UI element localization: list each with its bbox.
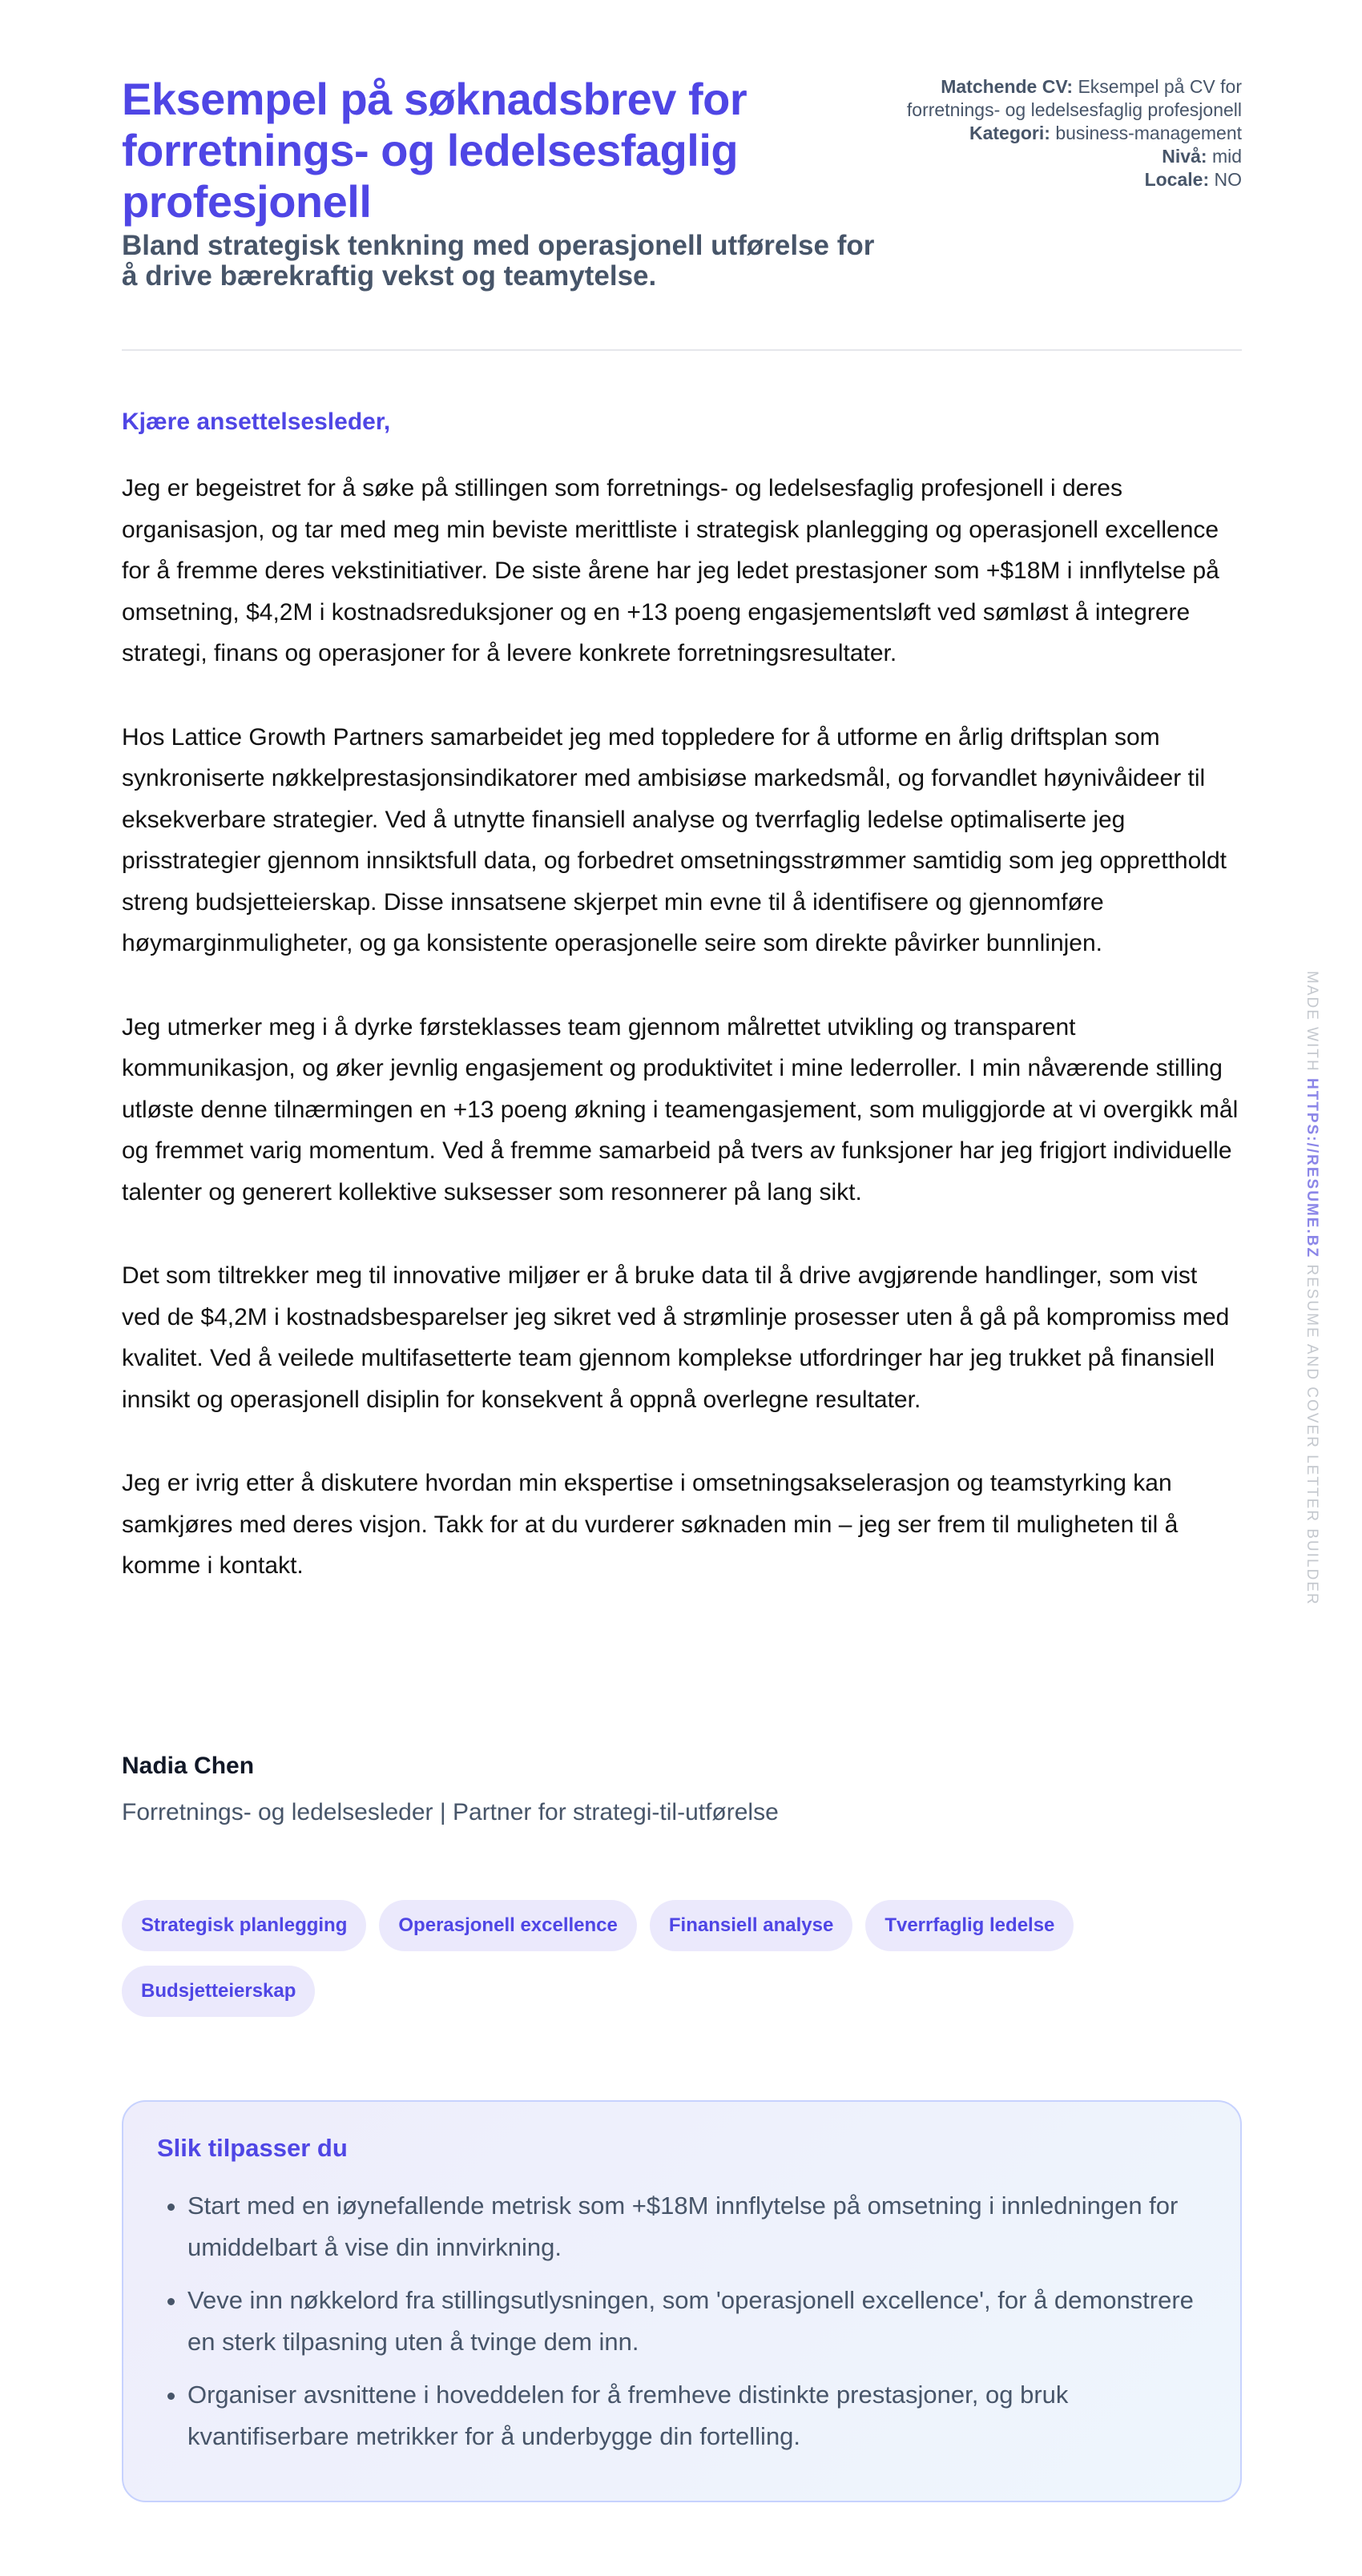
tips-list [157, 2185, 1207, 2457]
skill-tags [122, 1900, 1242, 2017]
skill-tag: Finansiell analyse [650, 1900, 852, 1951]
tip-item: • Veve inn nøkkelord fra stillingsutlysningen, som 'operasjonell excellence', for å demonstrere en sterk tilpasning uten å tvinge dem inn. [187, 2280, 1207, 2363]
page-header [122, 0, 1242, 292]
tips-title: Slik tilpasser du [157, 2134, 348, 2162]
credit-suffix: RESUME AND COVER LETTER BUILDER [1304, 1264, 1320, 1606]
meta-value: business-management [1055, 123, 1242, 143]
meta-matching-cv [873, 75, 1242, 122]
meta-category [873, 122, 1242, 145]
cover-letter-page [122, 0, 1242, 2450]
letter-paragraph: Det som tiltrekker meg til innovative miljøer er å bruke data til å drive avgjørende handlinger, som vist ved de $4,2M i kostnadsbesparelser jeg sikret ved å strømlinje prosesser uten å gå på kompromiss med kvalitet. Ved å veilede multifasetterte team gjennom komplekse utfordringer har jeg trukket på finansiell innsikt og operasjonell disiplin for konsekvent å oppnå overlegne resultater. [122, 1262, 1230, 1413]
header-divider [122, 349, 1242, 351]
letter-body [122, 468, 1242, 1629]
meta-label: Locale: [1144, 169, 1210, 190]
tip-item: • Organiser avsnittene i hoveddelen for å fremheve distinkte prestasjoner, og bruk kvantifiserbare metrikker for å underbygge din fortelling. [187, 2374, 1207, 2457]
meta-label: Kategori: [969, 123, 1050, 143]
letter-paragraph: Jeg er begeistret for å søke på stillingen som forretnings- og ledelsesfaglig profesjonell i deres organisasjon, og tar med meg min beviste merittliste i strategisk planlegging og operasjonell excellence for å fremme deres vekstinitiativer. De siste årene har jeg ledet prestasjoner som +$18M i innflytelse på omsetning, $4,2M i kostnadsreduksjoner og en +13 poeng engasjementsløft ved sømløst å integrere strategi, finans og operasjoner for å levere konkrete forretningsresultater. [122, 475, 1219, 666]
letter-paragraph: Jeg utmerker meg i å dyrke førsteklasses team gjennom målrettet utvikling og transparent kommunikasjon, og øker jevnlig engasjement og produktivitet i mine lederroller. I min nåværende stilling utløste denne tilnærmingen en +13 poeng økning i teamengasjement, som muliggjorde at vi overgikk mål og fremmet varig momentum. Ved å fremme samarbeid på tvers av funksjoner har jeg frigjort individuelle talenter og generert kollektive suksesser som resonnerer på lang sikt. [122, 1013, 1239, 1205]
meta-value: NO [1214, 169, 1242, 190]
page-subtitle: Bland strategisk tenkning med operasjonell utførelse for å drive bærekraftig vekst og teamytelse. [122, 230, 875, 292]
meta-locale [873, 168, 1242, 191]
skill-tag: Tverrfaglig ledelse [865, 1900, 1074, 1951]
credit-link[interactable]: HTTPS://RESUME.BZ [1304, 1078, 1320, 1259]
tip-item: • Start med en iøynefallende metrisk som +$18M innflytelse på omsetning i innledningen for umiddelbart å vise din innvirkning. [187, 2185, 1207, 2268]
letter-greeting: Kjære ansettelsesleder, [122, 409, 391, 435]
letter-paragraph: Jeg er ivrig etter å diskutere hvordan min ekspertise i omsetningsakselerasjon og teamstyrking kan samkjøres med deres visjon. Takk for at du vurderer søknaden min – jeg ser frem til muligheten til å komme i kontakt. [122, 1470, 1179, 1579]
meta-panel [873, 75, 1242, 191]
skill-tag: Budsjetteierskap [122, 1966, 315, 2017]
tips-box [122, 2100, 1242, 2502]
signature-name: Nadia Chen [122, 1753, 255, 1779]
meta-label: Nivå: [1162, 146, 1207, 167]
meta-level [873, 145, 1242, 168]
meta-label: Matchende CV: [941, 76, 1074, 97]
skill-tag: Strategisk planlegging [122, 1900, 366, 1951]
made-with-credit [1296, 971, 1328, 1628]
page-title: Eksempel på søknadsbrev for forretnings- og ledelsesfaglig profesjonell [122, 74, 747, 227]
letter-paragraph: Hos Lattice Growth Partners samarbeidet jeg med toppledere for å utforme en årlig driftsplan som synkroniserte nøkkelprestasjonsindikatorer med ambisiøse markedsmål, og forvandlet høynivåideer til eksekverbare strategier. Ved å utnytte finansiell analyse og tverrfaglig ledelse optimaliserte jeg prisstrategier gjennom innsiktsfull data, og forbedret omsetningsstrømmer samtidig som jeg opprettholdt streng budsjetteierskap. Disse innsatsene skjerpet min evne til å identifisere og gjennomføre høymarginmuligheter, og ga konsistente operasjonelle seire som direkte påvirker bunnlinjen. [122, 723, 1227, 956]
signature-role: Forretnings- og ledelsesleder | Partner for strategi-til-utførelse [122, 1799, 779, 1825]
credit-text [1303, 971, 1320, 1606]
skill-tag: Operasjonell excellence [379, 1900, 636, 1951]
credit-prefix: MADE WITH [1304, 971, 1320, 1073]
meta-value: mid [1211, 146, 1242, 167]
meta-value: Eksempel på CV for forretnings- og ledelsesfaglig profesjonell [906, 76, 1242, 120]
